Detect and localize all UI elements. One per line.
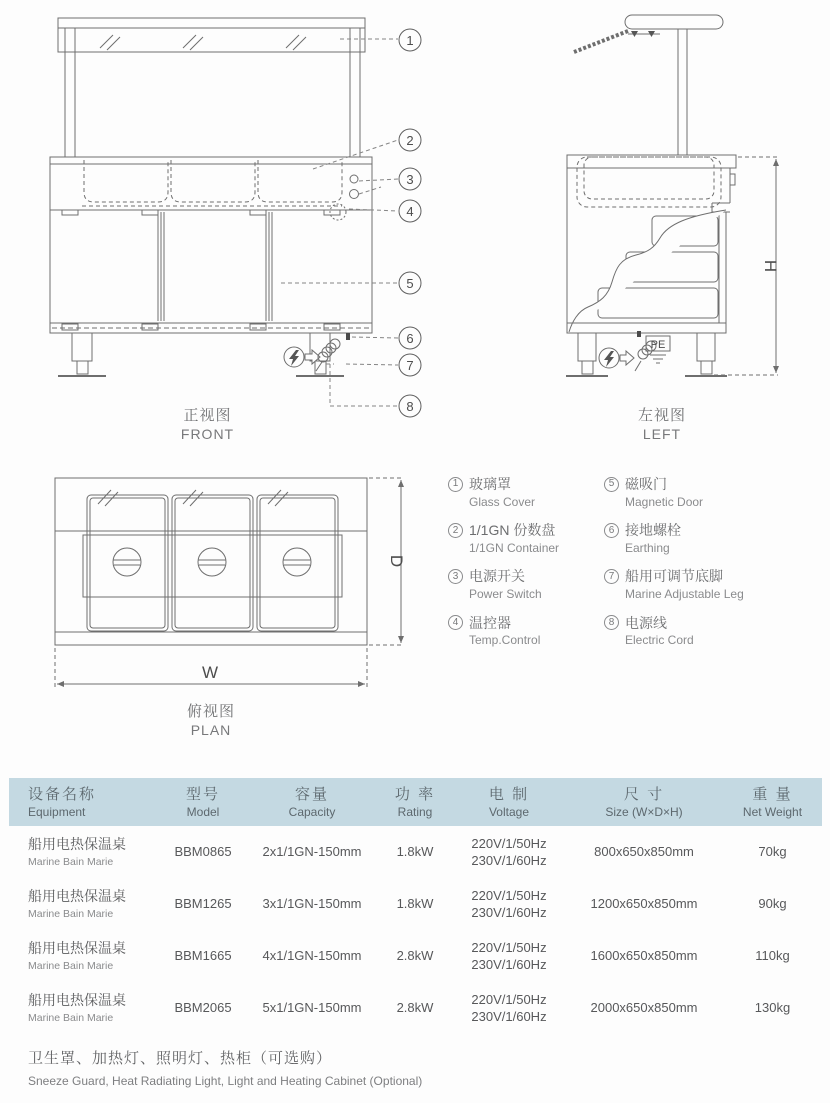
depth-dimension-label: D xyxy=(387,554,406,568)
adjustable-leg-icon xyxy=(58,333,344,376)
col-header-capacity: 容量 Capacity xyxy=(288,786,336,819)
legend-en: Earthing xyxy=(625,540,670,555)
circled-number-icon: 6 xyxy=(604,523,619,538)
table-row xyxy=(9,930,822,982)
plan-view-label-zh: 俯视图 xyxy=(186,703,235,720)
legend-zh: 磁吸门 xyxy=(625,476,667,492)
callout-number-6: 6 xyxy=(406,331,414,346)
legend-item-earthing xyxy=(604,522,830,555)
optional-accessories-note xyxy=(28,1048,822,1090)
height-dimension-label: H xyxy=(761,259,780,273)
table-row xyxy=(9,826,822,878)
legend-item-power-switch xyxy=(448,568,604,601)
legend-zh: 船用可调节底脚 xyxy=(625,568,723,585)
circled-number-icon: 7 xyxy=(604,569,619,584)
callout-number-1: 1 xyxy=(406,33,414,48)
legend-en: Marine Adjustable Leg xyxy=(625,587,744,602)
cell-equipment: 船用电热保温桌 Marine Bain Marie xyxy=(28,940,126,972)
left-view-drawing xyxy=(566,15,779,376)
cell-weight: 70kg xyxy=(758,844,787,860)
legend-item-magnetic-door xyxy=(604,476,830,509)
legend-item-adjustable-leg xyxy=(604,568,830,601)
note-en: Sneeze Guard, Heat Radiating Light, Light and Heating Cabinet (Optional) xyxy=(28,1073,423,1088)
cell-weight: 90kg xyxy=(758,896,787,912)
front-view-label-en: FRONT xyxy=(180,425,235,442)
cell-weight: 110kg xyxy=(755,948,790,964)
cell-model: BBM2065 xyxy=(174,1000,232,1016)
legend-en: Temp.Control xyxy=(469,633,541,648)
left-view-label-en: LEFT xyxy=(642,425,682,442)
table-row xyxy=(9,982,822,1034)
cell-rating: 2.8kW xyxy=(396,948,434,964)
legend-en: Electric Cord xyxy=(625,633,694,648)
callout-number-4: 4 xyxy=(406,204,414,219)
width-dimension-label: W xyxy=(201,663,219,682)
cell-model: BBM1265 xyxy=(174,896,232,912)
legend-en: Glass Cover xyxy=(469,494,536,509)
left-view-label-zh: 左视图 xyxy=(637,407,686,424)
circled-number-icon: 4 xyxy=(448,615,463,630)
cell-rating: 1.8kW xyxy=(396,896,434,912)
temp-control-icon xyxy=(350,190,359,199)
cell-voltage: 220V/1/50Hz 230V/1/60Hz xyxy=(471,939,547,973)
cell-size: 1200x650x850mm xyxy=(590,896,698,912)
col-header-size: 尺 寸 Size (W×D×H) xyxy=(605,786,683,819)
cell-voltage: 220V/1/50Hz 230V/1/60Hz xyxy=(471,887,547,921)
callout-number-5: 5 xyxy=(406,276,414,291)
circled-number-icon: 3 xyxy=(448,569,463,584)
front-view-label-zh: 正视图 xyxy=(183,407,232,424)
callout-number-8: 8 xyxy=(406,399,414,414)
cell-rating: 1.8kW xyxy=(396,844,434,860)
col-header-voltage: 电 制 Voltage xyxy=(488,786,530,819)
legend-item-electric-cord xyxy=(604,615,830,648)
cell-weight: 130kg xyxy=(754,1000,791,1016)
legend-zh: 1/1GN 份数盘 xyxy=(469,522,556,539)
spec-table xyxy=(9,778,822,1090)
cell-equipment: 船用电热保温桌 Marine Bain Marie xyxy=(28,888,126,920)
cell-voltage: 220V/1/50Hz 230V/1/60Hz xyxy=(471,991,547,1025)
magnetic-door-latch-icon xyxy=(730,174,735,185)
plan-view-label-en: PLAN xyxy=(190,721,232,738)
col-header-weight: 重 量 Net Weight xyxy=(742,786,803,819)
table-row xyxy=(9,878,822,930)
legend-zh: 电源线 xyxy=(625,614,667,631)
callout-number-7: 7 xyxy=(406,358,414,373)
cell-rating: 2.8kW xyxy=(396,1000,434,1016)
circled-number-icon: 5 xyxy=(604,477,619,492)
cell-size: 1600x650x850mm xyxy=(590,948,698,964)
left-view-label xyxy=(600,407,724,443)
glass-panel-side-icon xyxy=(574,31,628,52)
cell-equipment: 船用电热保温桌 Marine Bain Marie xyxy=(28,992,126,1024)
cell-equipment: 船用电热保温桌 Marine Bain Marie xyxy=(28,836,126,868)
cell-size: 800x650x850mm xyxy=(594,844,694,860)
cell-voltage: 220V/1/50Hz 230V/1/60Hz xyxy=(471,835,547,869)
legend-item-temp-control xyxy=(448,615,604,648)
legend-en: 1/1GN Container xyxy=(469,540,560,555)
col-header-rating: 功 率 Rating xyxy=(394,786,436,819)
earth-label: PE xyxy=(650,339,666,351)
legend-item-container xyxy=(448,522,604,555)
cell-capacity: 5x1/1GN-150mm xyxy=(262,1000,362,1016)
cell-model: BBM1665 xyxy=(174,948,232,964)
power-cord-icon xyxy=(284,333,350,371)
callout-number-3: 3 xyxy=(406,172,414,187)
legend-zh: 温控器 xyxy=(469,614,511,631)
knob-icon xyxy=(113,548,311,576)
col-header-model: 型号 Model xyxy=(185,786,220,819)
legend-zh: 接地螺栓 xyxy=(625,522,681,539)
cell-model: BBM0865 xyxy=(174,844,232,860)
legend-zh: 玻璃罩 xyxy=(469,476,511,492)
front-view-drawing xyxy=(50,18,372,376)
plan-view-drawing xyxy=(55,478,404,690)
parts-legend xyxy=(448,476,830,648)
circled-number-icon: 1 xyxy=(448,477,463,492)
legend-en: Magnetic Door xyxy=(625,494,704,509)
cell-capacity: 4x1/1GN-150mm xyxy=(262,948,362,964)
cell-capacity: 2x1/1GN-150mm xyxy=(262,844,362,860)
power-cord-icon xyxy=(599,341,656,371)
note-zh: 卫生罩、加热灯、照明灯、热柜（可选购） xyxy=(28,1050,333,1068)
legend-zh: 电源开关 xyxy=(469,568,525,585)
callout-leaders-front xyxy=(281,39,398,406)
legend-en: Power Switch xyxy=(469,587,542,602)
glass-hatch-icon xyxy=(100,35,306,50)
circled-number-icon: 8 xyxy=(604,615,619,630)
cell-capacity: 3x1/1GN-150mm xyxy=(262,896,362,912)
plan-view-label xyxy=(145,703,277,739)
front-view-label xyxy=(140,407,275,443)
power-switch-icon xyxy=(350,175,358,183)
col-header-equipment: 设备名称 Equipment xyxy=(28,786,97,819)
spec-table-header xyxy=(9,778,822,826)
callout-number-2: 2 xyxy=(406,133,414,148)
circled-number-icon: 2 xyxy=(448,523,463,538)
legend-item-glass-cover xyxy=(448,476,604,509)
cell-size: 2000x650x850mm xyxy=(590,1000,698,1016)
